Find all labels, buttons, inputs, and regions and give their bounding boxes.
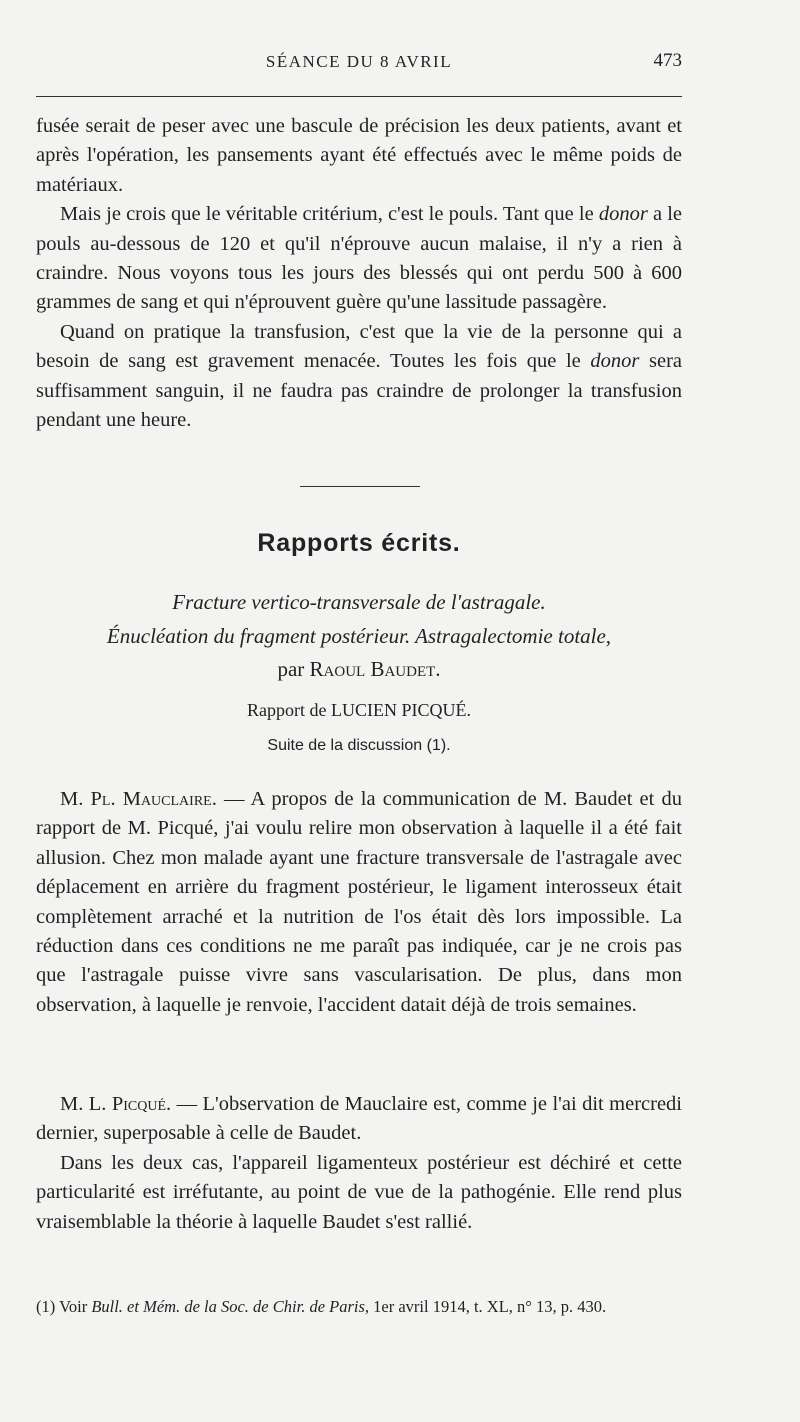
text-run: Mais je crois que le véritable critérium, c'est le pouls. Tant que le <box>60 203 599 226</box>
page-number: 473 <box>653 50 682 71</box>
text-run: Quand on pratique la transfusion, c'est que la vie de la personne qui a besoin de sang est gravement menacée. Toutes les fois que le <box>36 320 682 373</box>
footnote <box>36 1294 682 1320</box>
text-run: — A propos de la communication de M. Baudet et du rapport de M. Picqué, j'ai voulu relire mon observation à laquelle il a été fait allusion. Chez mon malade ayant une fracture transversale de l'astragale avec déplacement en arrière du fragment postérieur, le ligament interosseux était complètement arraché et la nutrition de l'os était dès lors impossible. La réduction dans ces conditions ne me paraît pas indiquée, car je ne crois pas que l'astragale puisse vivre sans vascularisation. De plus, dans mon observation, à laquelle je renvoie, l'accident datait déjà de trois semaines. <box>36 788 682 1016</box>
paragraph <box>36 112 682 200</box>
paragraph <box>36 1090 682 1149</box>
italic-text: Bull. et Mém. de la Soc. de Chir. de Paris <box>91 1297 365 1316</box>
header-rule <box>36 96 682 97</box>
paragraph <box>36 1149 682 1237</box>
article-title-line-1: Fracture vertico-transversale de l'astragale. <box>172 590 546 614</box>
page-header <box>36 50 682 76</box>
text-run: a le pouls au-dessous de 120 et qu'il n'éprouve aucun malaise, il n'y a rien à craindre. Nous voyons tous les jours des blessés qui ont perdu 500 à 600 grammes de sang et qui n'éprouvent guère qu'une lassitude passagère. <box>36 203 682 314</box>
discussion-block <box>36 785 682 1020</box>
section-title: Rapports écrits. <box>257 529 461 557</box>
text-run: — L'observation de Mauclaire est, comme je l'ai dit mercredi dernier, superposable à celle de Baudet. <box>36 1093 682 1145</box>
article-title-line-2: Énucléation du fragment postérieur. Astragalectomie totale, <box>106 624 612 648</box>
speaker-name: M. L. Picqué. <box>60 1093 172 1115</box>
text-run: Dans les deux cas, l'appareil ligamenteux postérieur est déchiré et cette particularité est irréfutante, au point de vue de la pathogénie. Elle rend plus vraisemblable la théorie à laquelle Baudet s'est rallié. <box>36 1151 682 1233</box>
running-title: SÉANCE DU 8 AVRIL <box>265 52 453 71</box>
suite-line: Suite de la discussion (1). <box>267 737 451 754</box>
section-divider <box>300 486 420 487</box>
top-text-block <box>36 112 682 435</box>
paragraph <box>36 200 682 318</box>
italic-text: donor <box>598 203 648 226</box>
italic-text: donor <box>590 350 640 373</box>
text-run: (1) Voir <box>36 1297 92 1316</box>
discussion-block-2 <box>36 1090 682 1237</box>
byline-prefix: par <box>277 657 310 681</box>
text-run: fusée serait de peser avec une bascule de précision les deux patients, avant et après l'opération, les pansements ayant été effectués avec le même poids de matériaux. <box>36 115 682 196</box>
paragraph <box>36 785 682 1020</box>
document-page <box>36 0 682 1422</box>
paragraph <box>36 318 682 436</box>
rapport-line: Rapport de LUCIEN PICQUÉ. <box>247 700 471 720</box>
author-name: Raoul Baudet. <box>309 657 441 681</box>
text-run: , 1er avril 1914, t. XL, n° 13, p. 430. <box>364 1297 607 1316</box>
speaker-name: M. Pl. Mauclaire. <box>60 788 217 810</box>
text-run: sera suffisamment sanguin, il ne faudra pas craindre de prolonger la transfusion pendant une heure. <box>36 350 682 432</box>
byline <box>36 657 682 682</box>
